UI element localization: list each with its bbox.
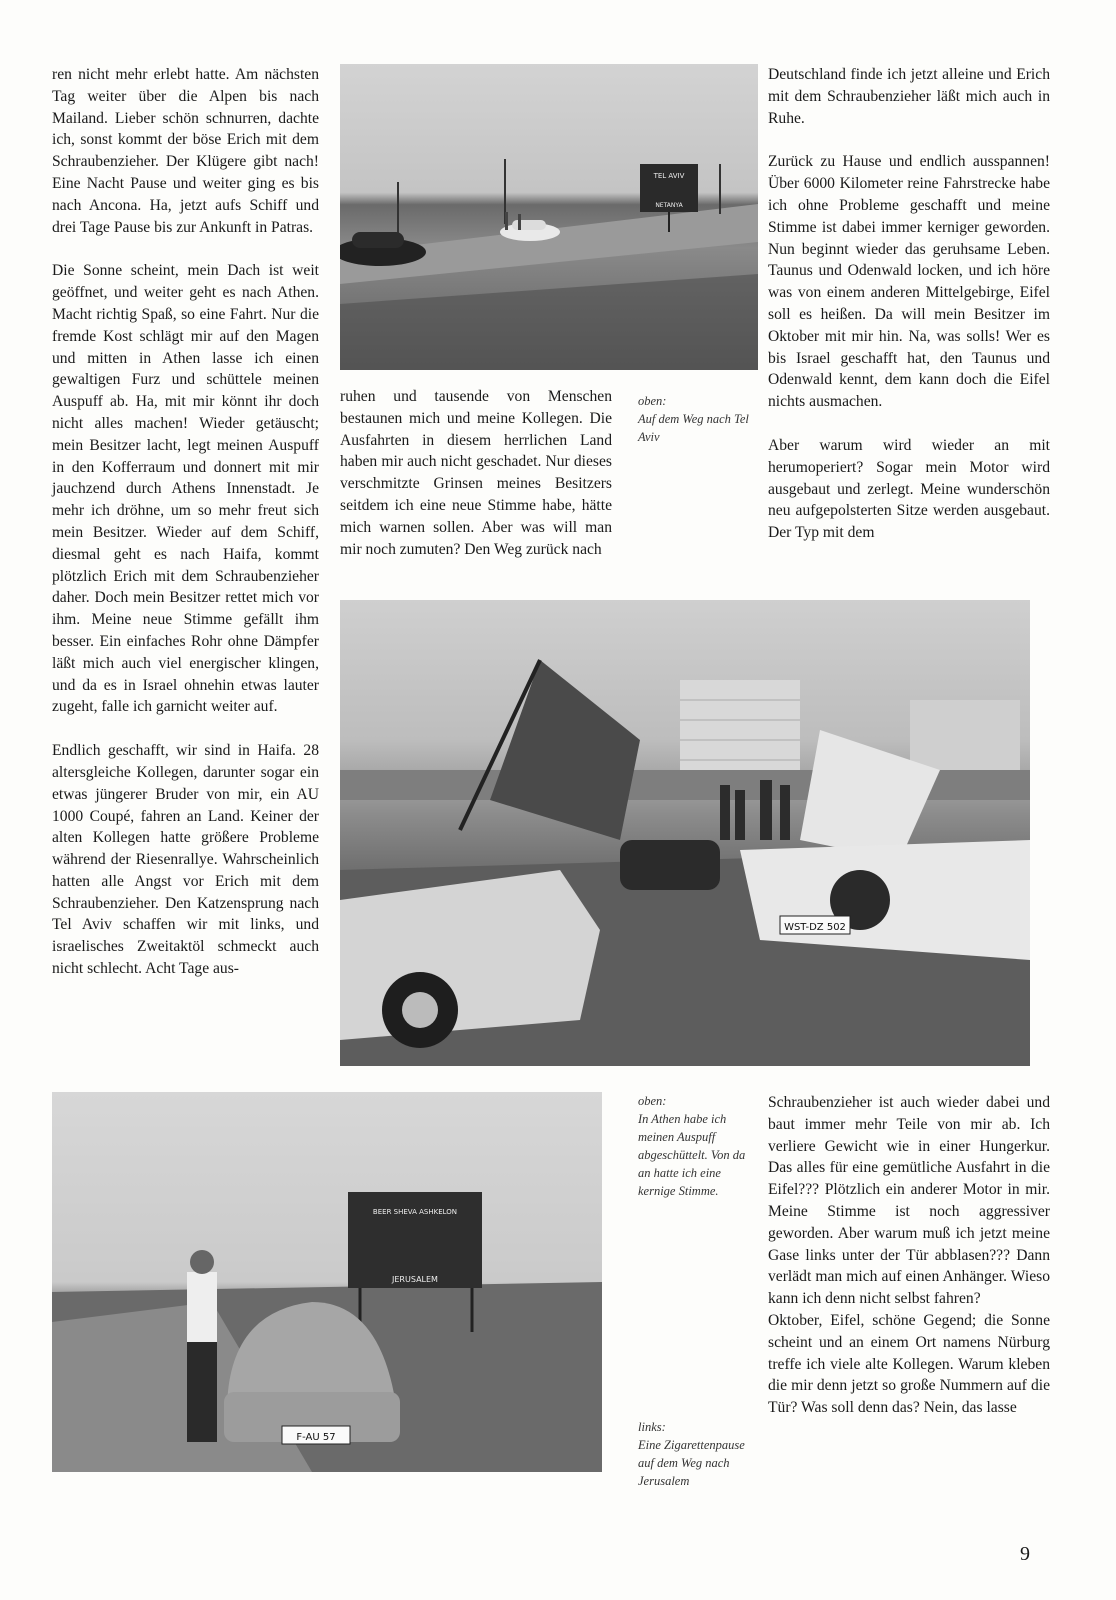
photo-athens — [340, 600, 1030, 1066]
paragraph: Zurück zu Hause und endlich ausspannen! Über 6000 Kilometer reine Fahrstrecke habe ich ohne Probleme geschafft und meine Stimme ist dabei immer kerniger geworden. Nun beginnt wieder das geruhsame Leben. Taunus und Odenwald locken, und ich höre was von einem anderen Mittelgebirge, Eifel soll es heißen. Da will mein Besitzer im Oktober mit mir hin. Na, was solls! Wer es bis Israel geschafft hat, den Taunus und Odenwald kennt, dem kann doch die Eifel nichts ausmachen. — [768, 153, 1050, 411]
paragraph: Oktober, Eifel, schöne Gegend; die Sonne scheint und an einem Ort namens Nürburg treffe ich viele alte Kollegen. Warum kleben die mir denn jetzt so große Nummern auf die Tür? Was soll denn das? Nein, das lasse — [768, 1311, 1050, 1417]
road-sign-jerusalem — [348, 1192, 482, 1288]
sign-text-bottom: NETANYA — [655, 202, 683, 209]
caption-jerusalem — [638, 1418, 756, 1490]
sign-text-bottom: JERUSALEM — [392, 1275, 438, 1284]
caption-label: oben: — [638, 394, 667, 408]
caption-athen — [638, 1092, 758, 1200]
caption-label: links: — [638, 1420, 666, 1434]
paragraph: Schraubenzieher ist auch wieder dabei und baut immer mehr Teile von mir ab. Ich verliere Gewicht wie in einer Hungerkur. Das alles für eine gemütliche Ausfahrt in die Eifel??? Plötzlich ein anderer Motor in mir. Meine Stimme ist noch aggressiver geworden. Aber warum muß ich jetzt meine Gase links unter der Tür abblasen??? Dann verlädt man mich auf einen Anhänger. Wieso kann ich denn nicht selbst fahren? — [768, 1094, 1050, 1308]
paragraph: Deutschland finde ich jetzt alleine und Erich mit dem Schraubenzieher läßt mich auch in Ruhe. — [768, 66, 1050, 127]
page-number: 9 — [1020, 1543, 1030, 1565]
license-plate-text: WST-DZ 502 — [784, 922, 846, 933]
photo-road-to-tel-aviv — [340, 64, 758, 370]
man-shirt — [187, 1272, 217, 1342]
caption-text: Auf dem Weg nach Tel Aviv — [638, 412, 749, 444]
column-1 — [52, 64, 319, 980]
caption-tel-aviv — [638, 392, 756, 446]
caption-text: Eine Zigarettenpause auf dem Weg nach Jerusalem — [638, 1438, 745, 1488]
car-middle — [620, 840, 720, 890]
flag — [490, 660, 640, 840]
paragraph: ruhen und tausende von Menschen bestaunen mich und meine Kollegen. Die Ausfahrten in diesem herrlichen Land haben mir auch nicht geschadet. Nur dieses verschmitzte Grinsen meines Besitzers seitdem ich eine neue Stimme habe, hätte mich warnen sollen. Aber was will man mir noch zumuten? Den Weg zurück nach — [340, 388, 612, 558]
photo-athens-svg — [340, 600, 1030, 1066]
photo-road-svg — [340, 64, 758, 370]
column-2 — [340, 386, 612, 560]
paragraph: Endlich geschafft, wir sind in Haifa. 28 altersgleiche Kollegen, darunter sogar ein etwas jüngerer Bruder von mir, ein AU 1000 Coupé, fahren an Land. Keiner der alten Kollegen hatte größere Probleme während der Riesenrallye. Wahrscheinlich hatten alle Angst vor Erich mit dem Schraubenzieher. Den Katzensprung nach Tel Aviv schaffen wir mit links, und israelisches Zweitaktöl schmeckt auch nicht schlecht. Acht Tage aus- — [52, 742, 319, 978]
paragraph: Aber warum wird wieder an mit herumoperiert? Sogar mein Motor wird ausgebaut und zerlegt. Meine wunderschön neu aufgepolsterten Sitze werden ausgebaut. Der Typ mit dem — [768, 436, 1050, 542]
column-3-bottom — [768, 1092, 1050, 1419]
paragraph: Die Sonne scheint, mein Dach ist weit geöffnet, und weiter geht es nach Athen. Macht richtig Spaß, so eine Fahrt. Nur die fremde Kost schlägt mir auf den Magen und mitten in Athen lasse ich einen gewaltigen Furz und schüttele meinen Auspuff ab. Ha, mit mir könnt ihr doch nicht alles machen! Wieder getäuscht; mein Besitzer lacht, legt meinen Auspuff in den Kofferraum und donnert mit mir jauchzend durch Athens Innenstadt. Je mehr ich dröhne, um so mehr freut sich mein Besitzer. Wieder auf dem Schiff, diesmal geht es nach Haifa, kommt plötzlich Erich mit dem Schraubenzieher daher. Doch mein Besitzer rettet mich vor ihm. Meine neue Stimme gefällt ihm besser. Ein einfaches Rohr ohne Dämpfer läßt mich auch viel energischer klingen, und da es in Israel ohnehin etwas lauter zugeht, falle ich garnicht weiter auf. — [52, 262, 319, 716]
license-plate-text: F-AU 57 — [296, 1432, 336, 1443]
caption-text: In Athen habe ich meinen Auspuff abgeschüttelt. Von da an hatte ich eine kernige Stimme. — [638, 1112, 746, 1198]
photo-road-to-jerusalem — [52, 1092, 602, 1472]
car-left — [340, 870, 600, 1040]
caption-label: oben: — [638, 1094, 667, 1108]
column-3-top — [768, 64, 1050, 544]
sign-text-top: TEL AVIV — [653, 172, 685, 180]
paragraph: ren nicht mehr erlebt hatte. Am nächsten Tag weiter über die Alpen bis nach Mailand. Lieber schön schnurren, dachte ich, sonst kommt der böse Erich mit dem Schraubenzieher. Der Klügere gibt nach! Eine Nacht Pause und weiter ging es bis nach Ancona. Ha, jetzt aufs Schiff und drei Tage Pause bis zur Ankunft in Patras. — [52, 66, 319, 236]
photo-jerusalem-svg — [52, 1092, 602, 1472]
sign-text-top: BEER SHEVA ASHKELON — [372, 1208, 458, 1216]
